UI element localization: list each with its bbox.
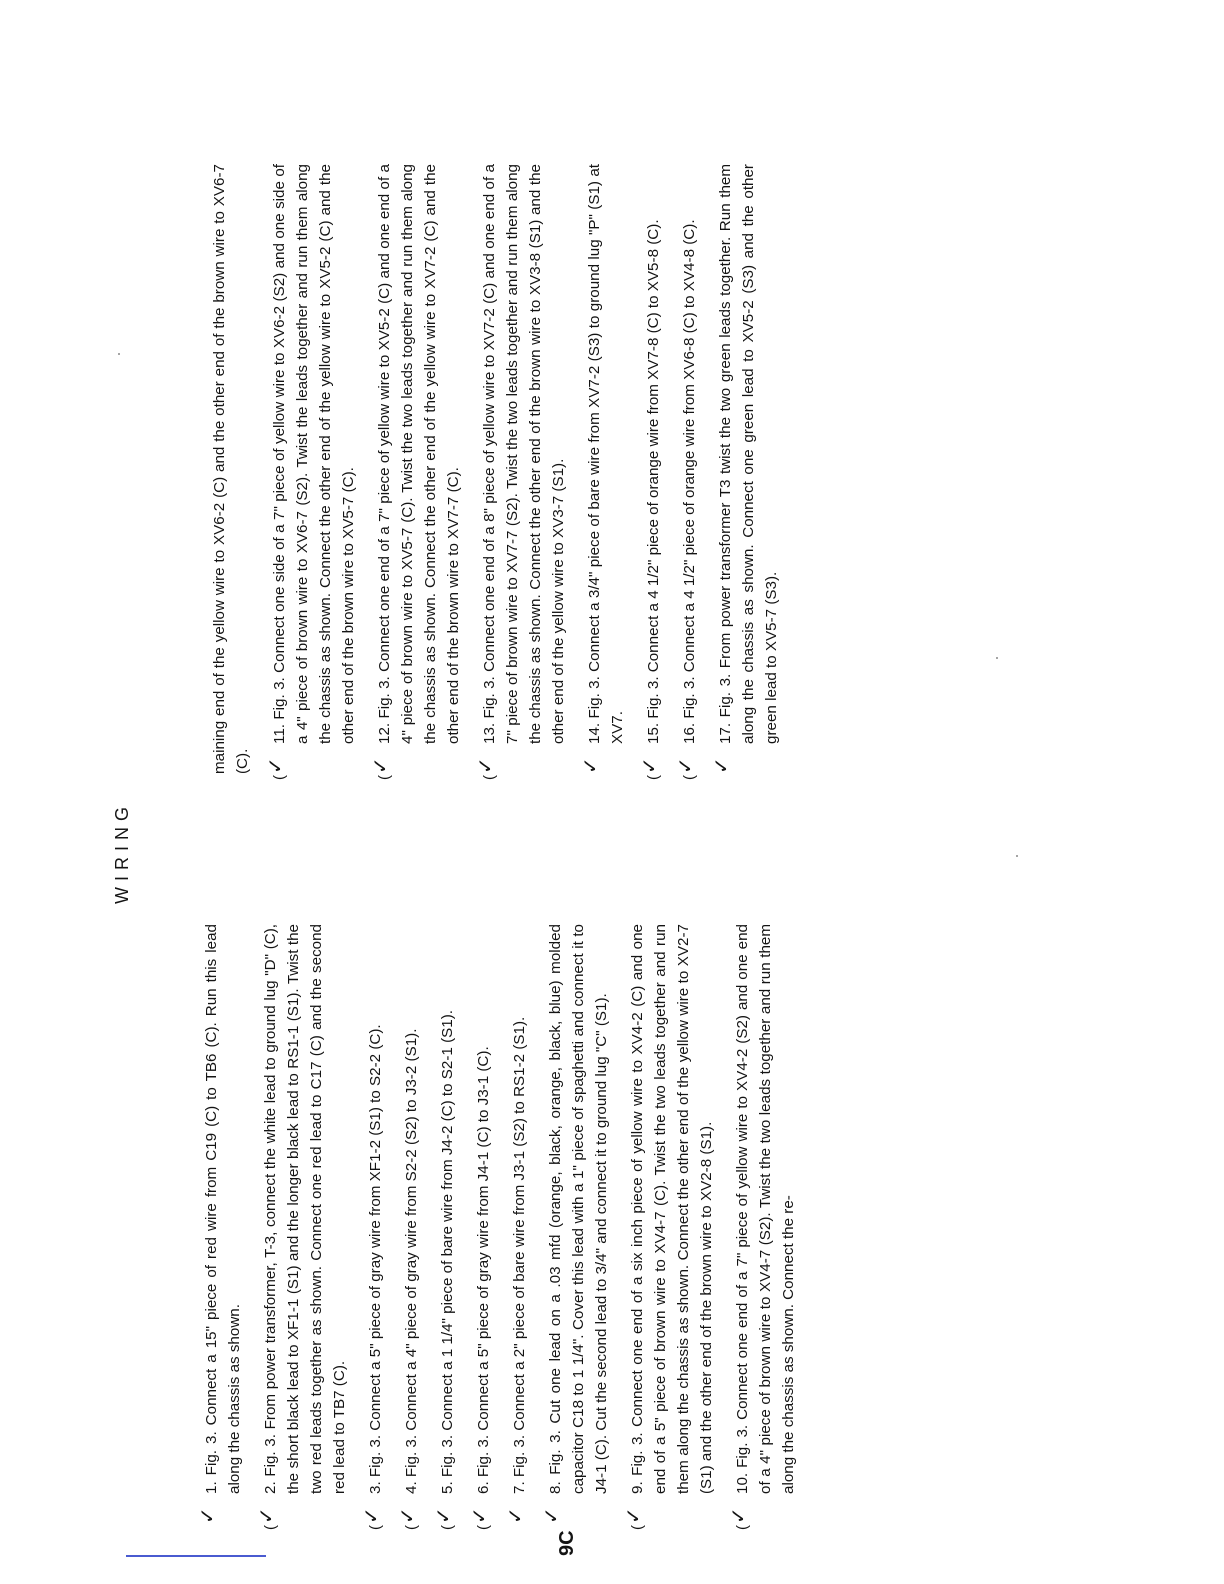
step-text: 6. Fig. 3. Connect a 5" piece of gray wire from J4-1 (C) to J3-1 (C).	[475, 1046, 492, 1494]
check-mark-icon: ✓	[431, 1507, 455, 1524]
scan-speck	[996, 657, 998, 659]
scan-speck	[118, 353, 120, 355]
checkbox-paren: (	[439, 1525, 456, 1530]
checkbox-paren: (	[262, 1525, 279, 1530]
check-mark-icon: ✓	[503, 1507, 527, 1524]
step-10-continuation: maining end of the yellow wire to XV6-2 (C) and the other end of the brown wire to XV6-7 (C).	[211, 164, 251, 774]
check-mark-icon: ✓	[467, 1507, 491, 1524]
step-text: 7. Fig. 3. Connect a 2" piece of bare wire from J3-1 (S2) to RS1-2 (S1).	[511, 1016, 528, 1494]
checkbox-paren: (	[481, 775, 498, 780]
step-text: 5. Fig. 3. Connect a 1 1/4" piece of bare wire from J4-2 (C) to S2-1 (S1).	[439, 1009, 456, 1494]
step-1	[195, 924, 246, 1524]
checkbox-paren: (	[629, 1525, 646, 1530]
checkbox-paren: (	[734, 1525, 751, 1530]
checkbox-paren: (	[645, 775, 662, 780]
check-mark-icon: ✓	[637, 757, 661, 774]
step-16	[673, 164, 701, 780]
step-text: 14. Fig. 3. Connect a 3/4" piece of bare wire from XV7-2 (S3) to ground lug "P" (S1) at XV7.	[586, 164, 626, 744]
check-mark-icon: ✓	[578, 757, 602, 774]
check-mark-icon: ✓	[621, 1507, 645, 1524]
step-11	[263, 164, 360, 780]
step-text: 11. Fig. 3. Connect one side of a 7" piece of yellow wire to XV6-2 (S2) and one side of a 4" piece of brown wire to XV6-7 (S2). Twist the leads together and run them along the chassis as shown. Connect the other end of the yellow wire to XV5-2 (C) and the other end of the brown wire to XV5-7 (C).	[271, 164, 357, 744]
step-text: 17. Fig. 3. From power transformer T3 twist the two green leads together. Run them along the chassis as shown. Connect one green lead to XV5-2 (S3) and the other green lead to XV5-7 (S3).	[717, 164, 780, 744]
step-text: 4. Fig. 3. Connect a 4" piece of gray wire from S2-2 (S2) to J3-2 (S1).	[403, 1028, 420, 1494]
step-8	[539, 924, 613, 1524]
checkbox-paren: (	[475, 1525, 492, 1530]
check-mark-icon: ✓	[368, 757, 392, 774]
checkbox-paren: (	[271, 775, 288, 780]
scan-speck	[1016, 855, 1018, 857]
step-5	[431, 924, 459, 1530]
checkbox-paren: (	[403, 1525, 420, 1530]
step-text: 13. Fig. 3. Connect one end of a 8" piece of yellow wire to XV7-2 (C) and one end of a 7" piece of brown wire to XV7-7 (S2). Twist the two leads together and run them along the chassis as shown. Connect the other end of the brown wire to XV3-8 (S1) and the other end of the yellow wire to XV3-7 (S1).	[481, 164, 567, 744]
step-text: 15. Fig. 3. Connect a 4 1/2" piece of orange wire from XV7-8 (C) to XV5-8 (C).	[645, 219, 662, 744]
page-title: WIRING	[112, 801, 132, 904]
step-2	[254, 924, 351, 1530]
checkbox-paren: (	[681, 775, 698, 780]
step-15	[637, 164, 665, 780]
checkbox-paren: (	[376, 775, 393, 780]
step-9	[621, 924, 718, 1530]
blue-underline-decoration	[126, 1555, 266, 1557]
check-mark-icon: ✓	[263, 757, 287, 774]
right-column	[208, 164, 796, 780]
left-column	[195, 924, 813, 1530]
step-7	[503, 924, 531, 1524]
check-mark-icon: ✓	[673, 757, 697, 774]
step-12	[368, 164, 465, 780]
checkbox-paren: (	[367, 1525, 384, 1530]
step-text: 16. Fig. 3. Connect a 4 1/2" piece of orange wire from XV6-8 (C) to XV4-8 (C).	[681, 219, 698, 744]
step-text: 9. Fig. 3. Connect one end of a six inch piece of yellow wire to XV4-2 (C) and one end of a 5" piece of brown wire to XV4-7 (C). Twist the two leads together and run them along the chassis as shown. Connect the other end of the yellow wire to XV2-7 (S1) and the other end of the brown wire to XV2-8 (S1).	[629, 924, 715, 1494]
step-text: 8. Fig. 3. Cut one lead on a .03 mfd (orange, black, orange, black, blue) molded capacitor C18 to 1 1/4". Cover this lead with a 1" piece of spaghetti and connect it to J4-1 (C). Cut the second lead to 3/4" and connect it to ground lug "C" (S1).	[547, 924, 610, 1494]
step-text: 10. Fig. 3. Connect one end of a 7" piece of yellow wire to XV4-2 (S2) and one end of a 4" piece of brown wire to XV4-7 (S2). Twist the two leads together and run them along the chassis as shown. Connect the re-	[734, 924, 797, 1494]
check-mark-icon: ✓	[709, 757, 733, 774]
step-text: 12. Fig. 3. Connect one end of a 7" piece of yellow wire to XV5-2 (C) and one end of a 4" piece of brown wire to XV5-7 (C). Twist the two leads together and run them along the chassis as shown. Connect the other end of the yellow wire to XV7-2 (C) and the other end of the brown wire to XV7-7 (C).	[376, 164, 462, 744]
step-text: 2. Fig. 3. From power transformer, T-3, connect the white lead to ground lug "D" (C), the short black lead to XF1-1 (S1) and the longer black lead to RS1-1 (S1). Twist the two red leads together as shown. Connect one red lead to C17 (C) and the second red lead to TB7 (C).	[262, 924, 348, 1494]
step-4	[395, 924, 423, 1530]
check-mark-icon: ✓	[359, 1507, 383, 1524]
check-mark-icon: ✓	[473, 757, 497, 774]
step-17	[709, 164, 783, 774]
check-mark-icon: ✓	[195, 1507, 219, 1524]
step-6	[467, 924, 495, 1530]
step-text: 3. Fig. 3. Connect a 5" piece of gray wire from XF1-2 (S1) to S2-2 (C).	[367, 1024, 384, 1494]
check-mark-icon: ✓	[539, 1507, 563, 1524]
page-number: 9C	[556, 1530, 578, 1556]
step-10	[726, 924, 800, 1530]
check-mark-icon: ✓	[395, 1507, 419, 1524]
step-14	[578, 164, 629, 774]
check-mark-icon: ✓	[254, 1507, 278, 1524]
step-text: 1. Fig. 3. Connect a 15" piece of red wire from C19 (C) to TB6 (C). Run this lead along the chassis as shown.	[203, 924, 243, 1494]
step-3	[359, 924, 387, 1530]
check-mark-icon: ✓	[726, 1507, 750, 1524]
step-13	[473, 164, 570, 780]
